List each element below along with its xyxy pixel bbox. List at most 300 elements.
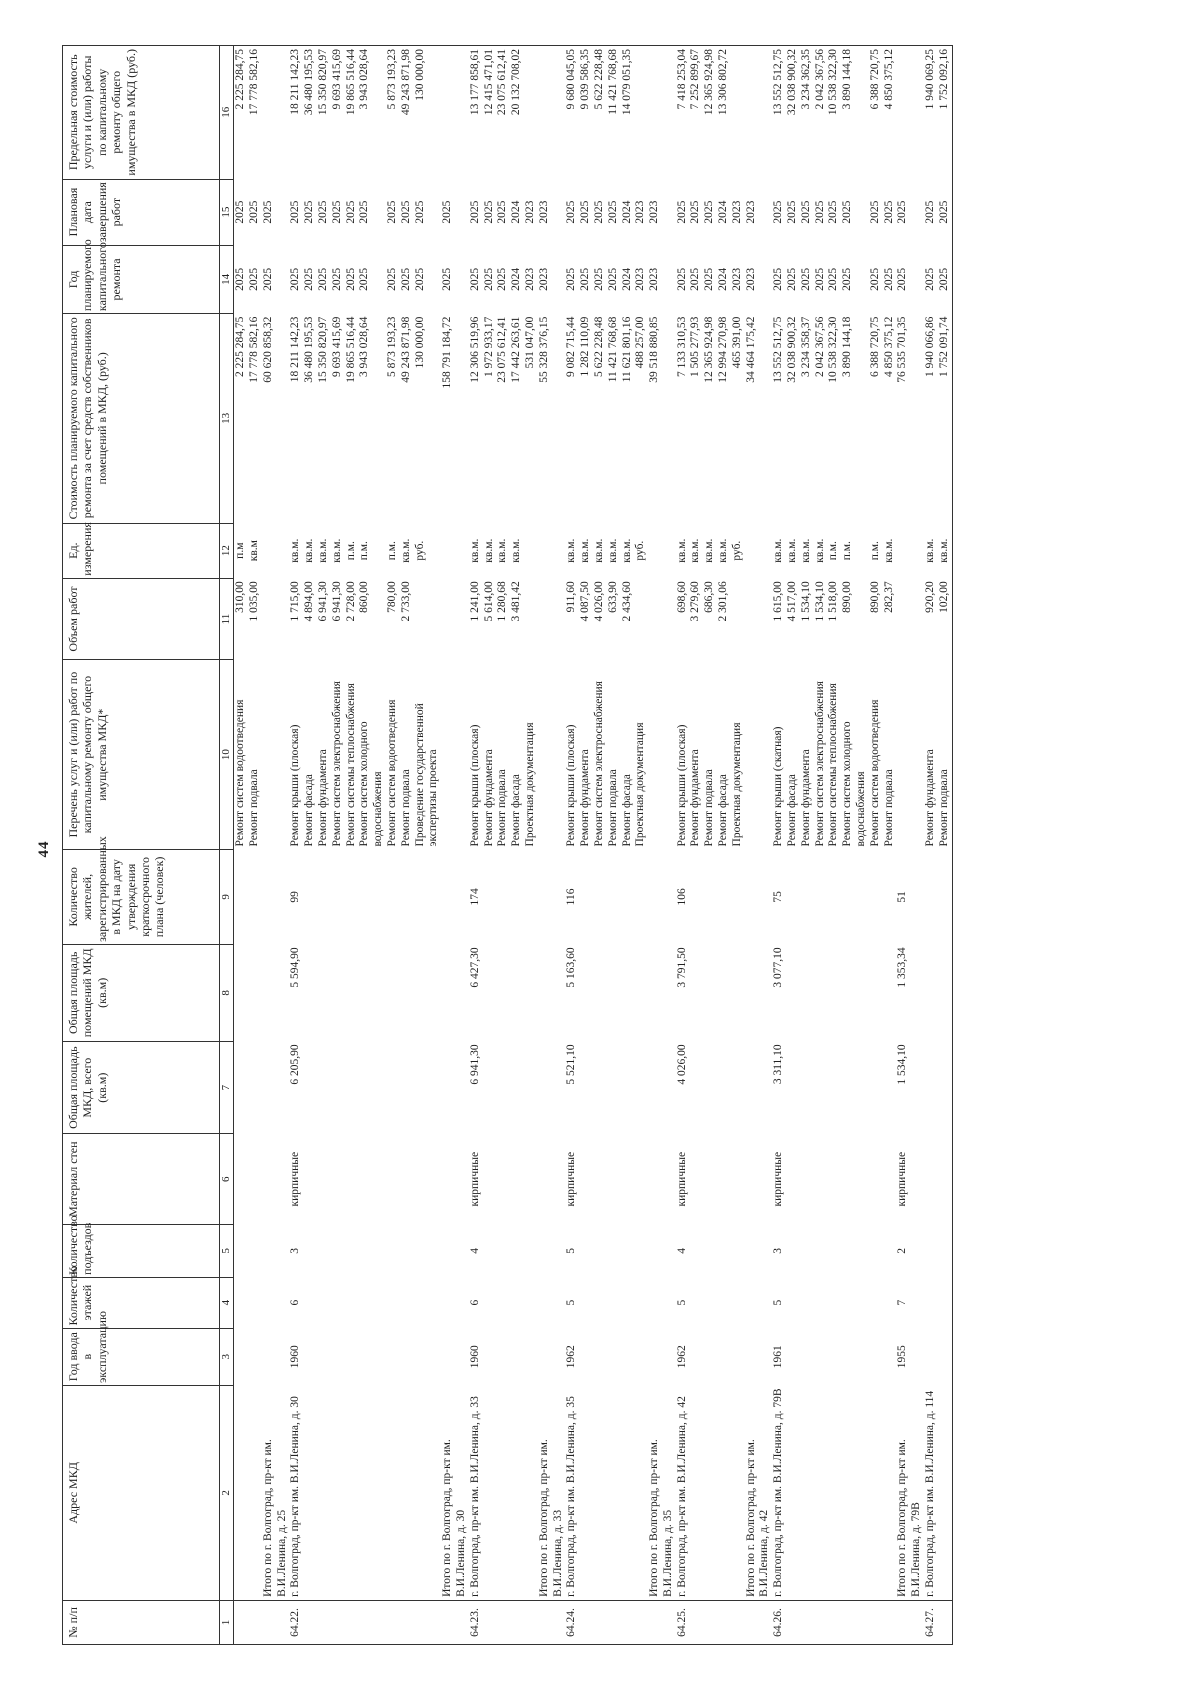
work-row: [827, 46, 841, 1645]
work-type-cell: Ремонт фундамента: [799, 749, 812, 847]
total-area-cell: [358, 1041, 386, 1134]
address-cell: [331, 1385, 345, 1600]
rooms-area-cell: [538, 944, 566, 1041]
work-type-cell: Ремонт фасада: [510, 774, 523, 847]
commission-year-cell: [634, 1328, 648, 1385]
entrances-cell: 5: [565, 1247, 578, 1254]
row-number: [607, 1600, 621, 1644]
end-year-cell: 2025: [316, 200, 329, 224]
address-cell: [938, 1385, 952, 1600]
work-row: [400, 46, 414, 1645]
floors-cell: [593, 1277, 607, 1328]
plan-year-cell: 2025: [896, 267, 909, 291]
residents-cell: [745, 849, 773, 944]
work-volume-cell: 911,60: [565, 581, 578, 613]
house-row: [289, 46, 303, 1645]
address-cell: [814, 1385, 828, 1600]
total-area-cell: [814, 1041, 828, 1134]
residents-cell: [814, 849, 828, 944]
commission-year-cell: [883, 1328, 897, 1385]
wall-material-cell: [441, 1134, 469, 1224]
row-number: [358, 1600, 386, 1644]
work-type-cell: Ремонт фасада: [717, 774, 730, 847]
wall-material-cell: [510, 1134, 524, 1224]
row-number: [538, 1600, 566, 1644]
entrances-cell: 4: [675, 1247, 688, 1254]
end-year-cell: 2025: [841, 200, 854, 224]
rooms-area-cell: [800, 944, 814, 1041]
floors-cell: 5: [675, 1299, 688, 1306]
residents-cell: [841, 849, 869, 944]
work-type-cell: Ремонт подвала: [937, 769, 950, 847]
unit-cell: [441, 523, 469, 578]
residents-cell: [634, 849, 648, 944]
row-number: [345, 1600, 359, 1644]
end-year-cell: 2025: [565, 200, 578, 224]
work-type-cell: Ремонт фундамента: [482, 749, 495, 847]
work-type-cell: Ремонт крыши (плоская): [468, 724, 481, 847]
rooms-area-cell: [524, 944, 538, 1041]
row-number: [896, 1600, 924, 1644]
row-number: [689, 1600, 703, 1644]
planned-cost-cell: 13 552 512,75: [772, 316, 785, 383]
planned-cost-cell: 11 421 768,68: [606, 316, 619, 383]
planned-cost-cell: 17 778 582,16: [247, 316, 260, 383]
work-type-cell: Ремонт фасада: [303, 774, 316, 847]
work-type-cell: Ремонт крыши (скатная): [772, 726, 785, 847]
planned-cost-cell: 130 000,00: [413, 316, 426, 369]
address-cell: [689, 1385, 703, 1600]
header-cell: Адрес МКД: [63, 1385, 220, 1600]
commission-year-cell: [303, 1328, 317, 1385]
rooms-area-cell: [510, 944, 524, 1041]
commission-year-cell: [786, 1328, 800, 1385]
limit-cost-cell: 15 350 820,97: [317, 46, 331, 180]
address-cell: [634, 1385, 648, 1600]
total-area-cell: [483, 1041, 497, 1134]
rooms-area-cell: [483, 944, 497, 1041]
residents-cell: [579, 849, 593, 944]
row-number: [800, 1600, 814, 1644]
limit-cost-cell: 13 177 858,61: [469, 46, 483, 180]
work-volume-cell: 1 241,00: [468, 581, 481, 622]
floors-cell: [731, 1277, 745, 1328]
wall-material-cell: [938, 1134, 952, 1224]
plan-year-cell: 2025: [937, 267, 950, 291]
total-area-cell: 1 534,10: [896, 1044, 909, 1085]
total-area-cell: [621, 1041, 635, 1134]
commission-year-cell: [579, 1328, 593, 1385]
planned-cost-cell: 9 082 715,44: [565, 316, 578, 377]
limit-cost-cell: 1 940 069,25: [924, 46, 938, 180]
work-row: [883, 46, 897, 1645]
planned-cost-cell: 18 211 142,23: [289, 316, 302, 383]
planned-cost-cell: 3 890 144,18: [841, 316, 854, 377]
column-number: 9: [220, 849, 234, 944]
row-number: [234, 1600, 248, 1644]
header-cell: Год ввода в эксплуатацию: [63, 1328, 220, 1385]
residents-cell: [400, 849, 414, 944]
wall-material-cell: [262, 1134, 290, 1224]
work-volume-cell: [896, 578, 924, 660]
header-row: [63, 46, 220, 1645]
commission-year-cell: [745, 1328, 773, 1385]
limit-cost-cell: 32 038 900,32: [786, 46, 800, 180]
unit-cell: кв.м.: [289, 538, 302, 563]
total-area-cell: [786, 1041, 800, 1134]
rooms-area-cell: [786, 944, 800, 1041]
entrances-cell: [524, 1224, 538, 1277]
planned-cost-cell: 1 972 933,17: [482, 316, 495, 377]
work-volume-cell: 2 728,00: [344, 581, 357, 622]
work-type-cell: Ремонт систем водоотведения: [868, 699, 881, 847]
unit-cell: кв.м.: [703, 538, 716, 563]
row-number: [441, 1600, 469, 1644]
address-cell: [800, 1385, 814, 1600]
row-number: [593, 1600, 607, 1644]
address-cell: [841, 1385, 869, 1600]
commission-year-cell: [827, 1328, 841, 1385]
work-volume-cell: 2 733,00: [399, 581, 412, 622]
unit-cell: кв.м.: [813, 538, 826, 563]
residents-cell: [358, 849, 386, 944]
row-number: [814, 1600, 828, 1644]
floors-cell: [607, 1277, 621, 1328]
commission-year-cell: [414, 1328, 442, 1385]
commission-year-cell: [538, 1328, 566, 1385]
wall-material-cell: кирпичные: [675, 1151, 688, 1207]
work-type-cell: Ремонт систем водоотведения: [385, 699, 398, 847]
commission-year-cell: [262, 1328, 290, 1385]
end-year-cell: 2025: [261, 200, 274, 224]
unit-cell: [745, 523, 773, 578]
total-area-cell: 4 026,00: [675, 1044, 688, 1085]
planned-cost-cell: 2 225 284,75: [234, 316, 247, 377]
plan-year-cell: 2025: [827, 267, 840, 291]
residents-cell: [538, 849, 566, 944]
work-type-cell: Ремонт систем электроснабжения: [330, 681, 343, 847]
limit-cost-cell: [896, 46, 924, 180]
entrances-cell: [248, 1224, 262, 1277]
address-cell: г. Волгоград, пр-кт им. В.И.Ленина, д. 30: [289, 1396, 302, 1597]
commission-year-cell: [386, 1328, 400, 1385]
unit-cell: кв.м.: [468, 538, 481, 563]
work-row: [814, 46, 828, 1645]
wall-material-cell: [883, 1134, 897, 1224]
address-cell: Итого по г. Волгоград, пр-кт им. В.И.Ленина, д. 30: [441, 1439, 467, 1597]
end-year-cell: 2025: [924, 200, 937, 224]
header-cell: Перечень услуг и (или) работ по капитальному ремонту общего имущества МКД*: [63, 660, 220, 850]
commission-year-cell: 1962: [675, 1345, 688, 1369]
total-area-cell: [579, 1041, 593, 1134]
entrances-cell: [262, 1224, 290, 1277]
plan-year-cell: 2025: [234, 267, 247, 291]
address-cell: г. Волгоград, пр-кт им. В.И.Ленина, д. 33: [468, 1396, 481, 1597]
house-row: [565, 46, 579, 1645]
work-volume-cell: 102,00: [937, 581, 950, 613]
planned-cost-cell: 5 873 193,23: [385, 316, 398, 377]
wall-material-cell: [524, 1134, 538, 1224]
end-year-cell: 2025: [234, 200, 247, 224]
planned-cost-cell: 158 791 184,72: [441, 316, 454, 389]
planned-cost-cell: 531 047,00: [523, 316, 536, 369]
column-number: 3: [220, 1328, 234, 1385]
unit-cell: п.м.: [868, 541, 881, 561]
wall-material-cell: кирпичные: [565, 1151, 578, 1207]
floors-cell: [579, 1277, 593, 1328]
wall-material-cell: [731, 1134, 745, 1224]
floors-cell: [483, 1277, 497, 1328]
work-row: [731, 46, 745, 1645]
commission-year-cell: [358, 1328, 386, 1385]
floors-cell: 7: [896, 1299, 909, 1306]
address-cell: [703, 1385, 717, 1600]
floors-cell: [827, 1277, 841, 1328]
residents-cell: 99: [289, 891, 302, 903]
rooms-area-cell: [841, 944, 869, 1041]
row-number: [579, 1600, 593, 1644]
residents-cell: [883, 849, 897, 944]
entrances-cell: [827, 1224, 841, 1277]
entrances-cell: [869, 1224, 883, 1277]
wall-material-cell: [483, 1134, 497, 1224]
rooms-area-cell: 3 077,10: [772, 947, 785, 988]
plan-year-cell: 2025: [261, 267, 274, 291]
floors-cell: [883, 1277, 897, 1328]
plan-year-cell: 2025: [496, 267, 509, 291]
rooms-area-cell: [717, 944, 731, 1041]
rooms-area-cell: [400, 944, 414, 1041]
wall-material-cell: [303, 1134, 317, 1224]
total-area-cell: [510, 1041, 524, 1134]
floors-cell: [510, 1277, 524, 1328]
commission-year-cell: [510, 1328, 524, 1385]
unit-cell: п.м.: [841, 541, 854, 561]
rooms-area-cell: [248, 944, 262, 1041]
planned-cost-cell: 1 752 091,74: [937, 316, 950, 377]
total-area-cell: [869, 1041, 883, 1134]
wall-material-cell: [345, 1134, 359, 1224]
plan-year-cell: 2025: [482, 267, 495, 291]
limit-cost-cell: 13 552 512,75: [772, 46, 786, 180]
wall-material-cell: кирпичные: [289, 1151, 302, 1207]
address-cell: [607, 1385, 621, 1600]
rooms-area-cell: [938, 944, 952, 1041]
end-year-cell: 2025: [344, 200, 357, 224]
commission-year-cell: [441, 1328, 469, 1385]
column-number: 12: [220, 523, 234, 578]
row-number: [303, 1600, 317, 1644]
work-type-cell: Ремонт фундамента: [689, 749, 702, 847]
address-cell: [248, 1385, 262, 1600]
wall-material-cell: [386, 1134, 400, 1224]
work-type-cell: Проектная документация: [730, 722, 743, 847]
limit-cost-cell: [262, 46, 290, 180]
address-cell: [386, 1385, 400, 1600]
unit-cell: руб.: [634, 540, 647, 561]
work-row: [358, 46, 386, 1645]
end-year-cell: 2025: [468, 200, 481, 224]
rooms-area-cell: 3 791,50: [675, 947, 688, 988]
wall-material-cell: [317, 1134, 331, 1224]
unit-cell: кв.м.: [510, 538, 523, 563]
unit-cell: руб.: [730, 540, 743, 561]
row-number: [262, 1600, 290, 1644]
rooms-area-cell: [703, 944, 717, 1041]
floors-cell: [386, 1277, 400, 1328]
rooms-area-cell: [827, 944, 841, 1041]
total-area-cell: 6 941,30: [468, 1044, 481, 1085]
floors-cell: [317, 1277, 331, 1328]
planned-cost-cell: 9 693 415,69: [330, 316, 343, 377]
unit-cell: кв.м.: [882, 538, 895, 563]
plan-year-cell: 2024: [510, 267, 523, 291]
unit-cell: кв.м.: [330, 538, 343, 563]
total-area-cell: [827, 1041, 841, 1134]
residents-cell: [717, 849, 731, 944]
total-area-cell: [496, 1041, 510, 1134]
total-area-cell: [414, 1041, 442, 1134]
header-cell: Год планируемого капитального ремонта: [63, 245, 220, 313]
unit-cell: кв.м.: [937, 538, 950, 563]
row-number: 64.25.: [676, 1600, 690, 1644]
work-volume-cell: 310,00: [234, 581, 247, 613]
floors-cell: [841, 1277, 869, 1328]
commission-year-cell: [731, 1328, 745, 1385]
work-type-cell: Ремонт системы теплоснабжения: [827, 683, 840, 847]
rooms-area-cell: [496, 944, 510, 1041]
rooms-area-cell: [814, 944, 828, 1041]
total-area-cell: [262, 1041, 290, 1134]
address-cell: г. Волгоград, пр-кт им. В.И.Ленина, д. 35: [565, 1396, 578, 1597]
work-type-cell: Ремонт систем электроснабжения: [813, 681, 826, 847]
residents-cell: [731, 849, 745, 944]
plan-year-cell: 2025: [565, 267, 578, 291]
limit-cost-cell: 5 873 193,23: [386, 46, 400, 180]
end-year-cell: 2025: [786, 200, 799, 224]
residents-cell: 106: [675, 888, 688, 906]
commission-year-cell: [621, 1328, 635, 1385]
total-area-cell: [648, 1041, 676, 1134]
plan-year-cell: 2025: [675, 267, 688, 291]
row-number: 64.23.: [469, 1600, 483, 1644]
work-type-cell: [441, 660, 469, 850]
planned-cost-cell: 23 075 612,41: [496, 316, 509, 383]
wall-material-cell: [331, 1134, 345, 1224]
total-area-cell: 5 521,10: [565, 1044, 578, 1085]
end-year-cell: 2025: [358, 200, 371, 224]
total-area-cell: [717, 1041, 731, 1134]
commission-year-cell: [331, 1328, 345, 1385]
row-number: 64.22.: [289, 1600, 303, 1644]
work-type-cell: Ремонт фундамента: [316, 749, 329, 847]
end-year-cell: 2023: [634, 200, 647, 224]
commission-year-cell: [841, 1328, 869, 1385]
address-cell: Итого по г. Волгоград, пр-кт им. В.И.Ленина, д. 79В: [896, 1439, 923, 1597]
floors-cell: 6: [289, 1299, 302, 1306]
entrances-cell: [786, 1224, 800, 1277]
work-row: [841, 46, 869, 1645]
plan-year-cell: 2023: [523, 267, 536, 291]
end-year-cell: 2025: [703, 200, 716, 224]
floors-cell: [634, 1277, 648, 1328]
address-cell: [345, 1385, 359, 1600]
entrances-cell: 2: [896, 1247, 909, 1254]
work-row: [331, 46, 345, 1645]
work-type-cell: [745, 660, 773, 850]
row-number: [510, 1600, 524, 1644]
planned-cost-cell: 55 328 376,15: [537, 316, 550, 383]
entrances-cell: 4: [468, 1247, 481, 1254]
floors-cell: [938, 1277, 952, 1328]
row-number: [483, 1600, 497, 1644]
total-area-cell: [234, 1041, 248, 1134]
total-area-cell: [703, 1041, 717, 1134]
work-volume-cell: 3 279,60: [689, 581, 702, 622]
limit-cost-cell: 12 415 471,01: [483, 46, 497, 180]
column-number: 11: [220, 578, 234, 660]
work-row: [800, 46, 814, 1645]
wall-material-cell: [717, 1134, 731, 1224]
floors-cell: 5: [565, 1299, 578, 1306]
header-cell: Плановая дата завершения работ: [63, 179, 220, 245]
wall-material-cell: [827, 1134, 841, 1224]
commission-year-cell: [648, 1328, 676, 1385]
total-row: [262, 46, 290, 1645]
planned-cost-cell: 4 850 375,12: [882, 316, 895, 377]
commission-year-cell: [248, 1328, 262, 1385]
work-volume-cell: 6 941,30: [330, 581, 343, 622]
work-type-cell: [896, 660, 924, 850]
row-number: 64.24.: [565, 1600, 579, 1644]
unit-cell: кв.м.: [303, 538, 316, 563]
entrances-cell: [689, 1224, 703, 1277]
limit-cost-cell: 20 132 708,02: [510, 46, 524, 180]
commission-year-cell: [607, 1328, 621, 1385]
residents-cell: [317, 849, 331, 944]
residents-cell: [607, 849, 621, 944]
plan-year-cell: 2023: [537, 267, 550, 291]
planned-cost-cell: 465 391,00: [730, 316, 743, 369]
unit-cell: п.м.: [827, 541, 840, 561]
plan-year-cell: 2025: [330, 267, 343, 291]
address-cell: [414, 1385, 442, 1600]
residents-cell: [593, 849, 607, 944]
rooms-area-cell: [331, 944, 345, 1041]
work-row: [414, 46, 442, 1645]
residents-cell: [345, 849, 359, 944]
total-area-cell: [248, 1041, 262, 1134]
work-row: [317, 46, 331, 1645]
plan-year-cell: 2025: [868, 267, 881, 291]
plan-year-cell: 2025: [344, 267, 357, 291]
entrances-cell: [358, 1224, 386, 1277]
commission-year-cell: [689, 1328, 703, 1385]
residents-cell: [510, 849, 524, 944]
residents-cell: [621, 849, 635, 944]
unit-cell: кв.м.: [496, 538, 509, 563]
floors-cell: 5: [772, 1299, 785, 1306]
plan-year-cell: 2023: [744, 267, 757, 291]
total-area-cell: [938, 1041, 952, 1134]
row-number: [496, 1600, 510, 1644]
plan-year-cell: 2025: [303, 267, 316, 291]
floors-cell: [745, 1277, 773, 1328]
work-volume-cell: 4 517,00: [786, 581, 799, 622]
entrances-cell: [814, 1224, 828, 1277]
rooms-area-cell: 6 427,30: [468, 947, 481, 988]
planned-cost-cell: 12 365 924,98: [703, 316, 716, 383]
